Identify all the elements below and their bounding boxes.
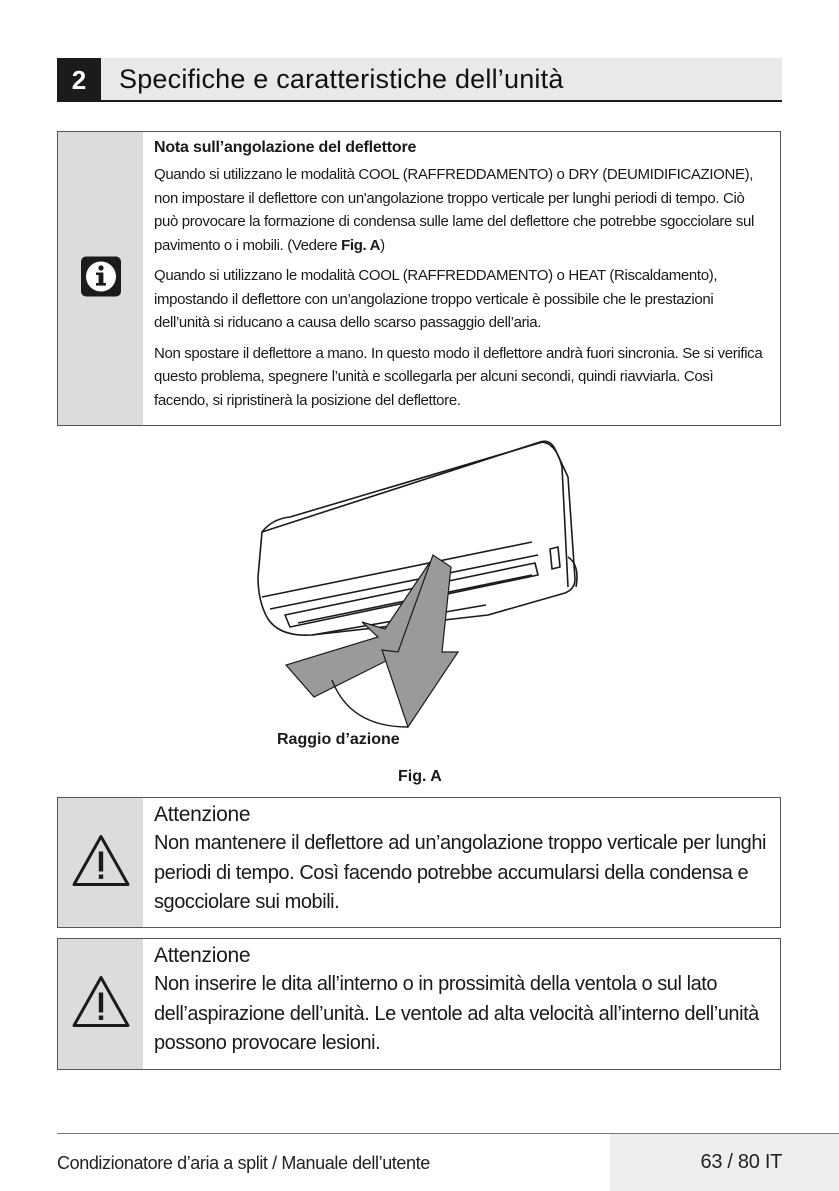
note-title: Nota sull’angolazione del deflettore [154, 139, 417, 156]
warning-title: Attenzione [154, 944, 251, 967]
figure-label: Raggio d’azione [277, 731, 400, 748]
figure-caption: Fig. A [398, 768, 442, 785]
info-icon [81, 256, 121, 301]
section-title-bar [101, 58, 782, 102]
section-header [57, 58, 782, 102]
warning-icon [71, 833, 131, 892]
section-title: Specifiche e caratteristiche dell’unità [119, 64, 564, 94]
warning-text: Non mantenere il deflettore ad un’angolazione troppo verticale per lunghi periodi di tempo. Così facendo potrebbe accumularsi della condensa e sgocciolare sui mobili. [154, 832, 767, 913]
warning-sidebar [58, 798, 143, 927]
note-sidebar [58, 132, 143, 425]
warning-box [57, 797, 781, 928]
air-conditioner-figure [250, 437, 620, 737]
warning-text: Non inserire le dita all’interno o in prossimità della ventola o sul lato dell’aspirazione dell’unità. Le ventole ad alta velocità all’interno dell’unità possono provocare lesioni. [154, 973, 759, 1054]
footer-document-title: Condizionatore d’aria a split / Manuale dell’utente [57, 1153, 430, 1173]
note-paragraph-3: Non spostare il deflettore a mano. In questo modo il deflettore andrà fuori sincronia. Se si verifica questo problema, spegnere l’unità e scollegarla per alcuni secondi, quindi riavviarla. Così facendo, si ripristinerà la posizione del deflettore. [154, 344, 763, 409]
note-box [57, 131, 781, 426]
note-paragraph-2: Quando si utilizzano le modalità COOL (RAFFREDDAMENTO) o HEAT (Riscaldamento), impostando il deflettore con un’angolazione troppo verticale è possibile che le prestazioni dell’unità si riducano a causa dello scarso passaggio dell’aria. [154, 267, 718, 331]
warning-box [57, 938, 781, 1070]
footer-page-number: 63 / 80 IT [700, 1151, 782, 1173]
warning-sidebar [58, 939, 143, 1069]
warning-icon [71, 975, 131, 1034]
section-number: 2 [57, 58, 101, 102]
warning-title: Attenzione [154, 803, 251, 826]
note-paragraph-1: Quando si utilizzano le modalità COOL (RAFFREDDAMENTO) o DRY (DEUMIDIFICAZIONE), non impostare il deflettore con un'angolazione troppo verticale per lunghi periodi di tempo. Ciò può provocare la formazione di condensa sulle lame del deflettore che potrebbe sgocciolare sul pavimento o i mobili. (Vedere Fig. A) [154, 166, 754, 254]
